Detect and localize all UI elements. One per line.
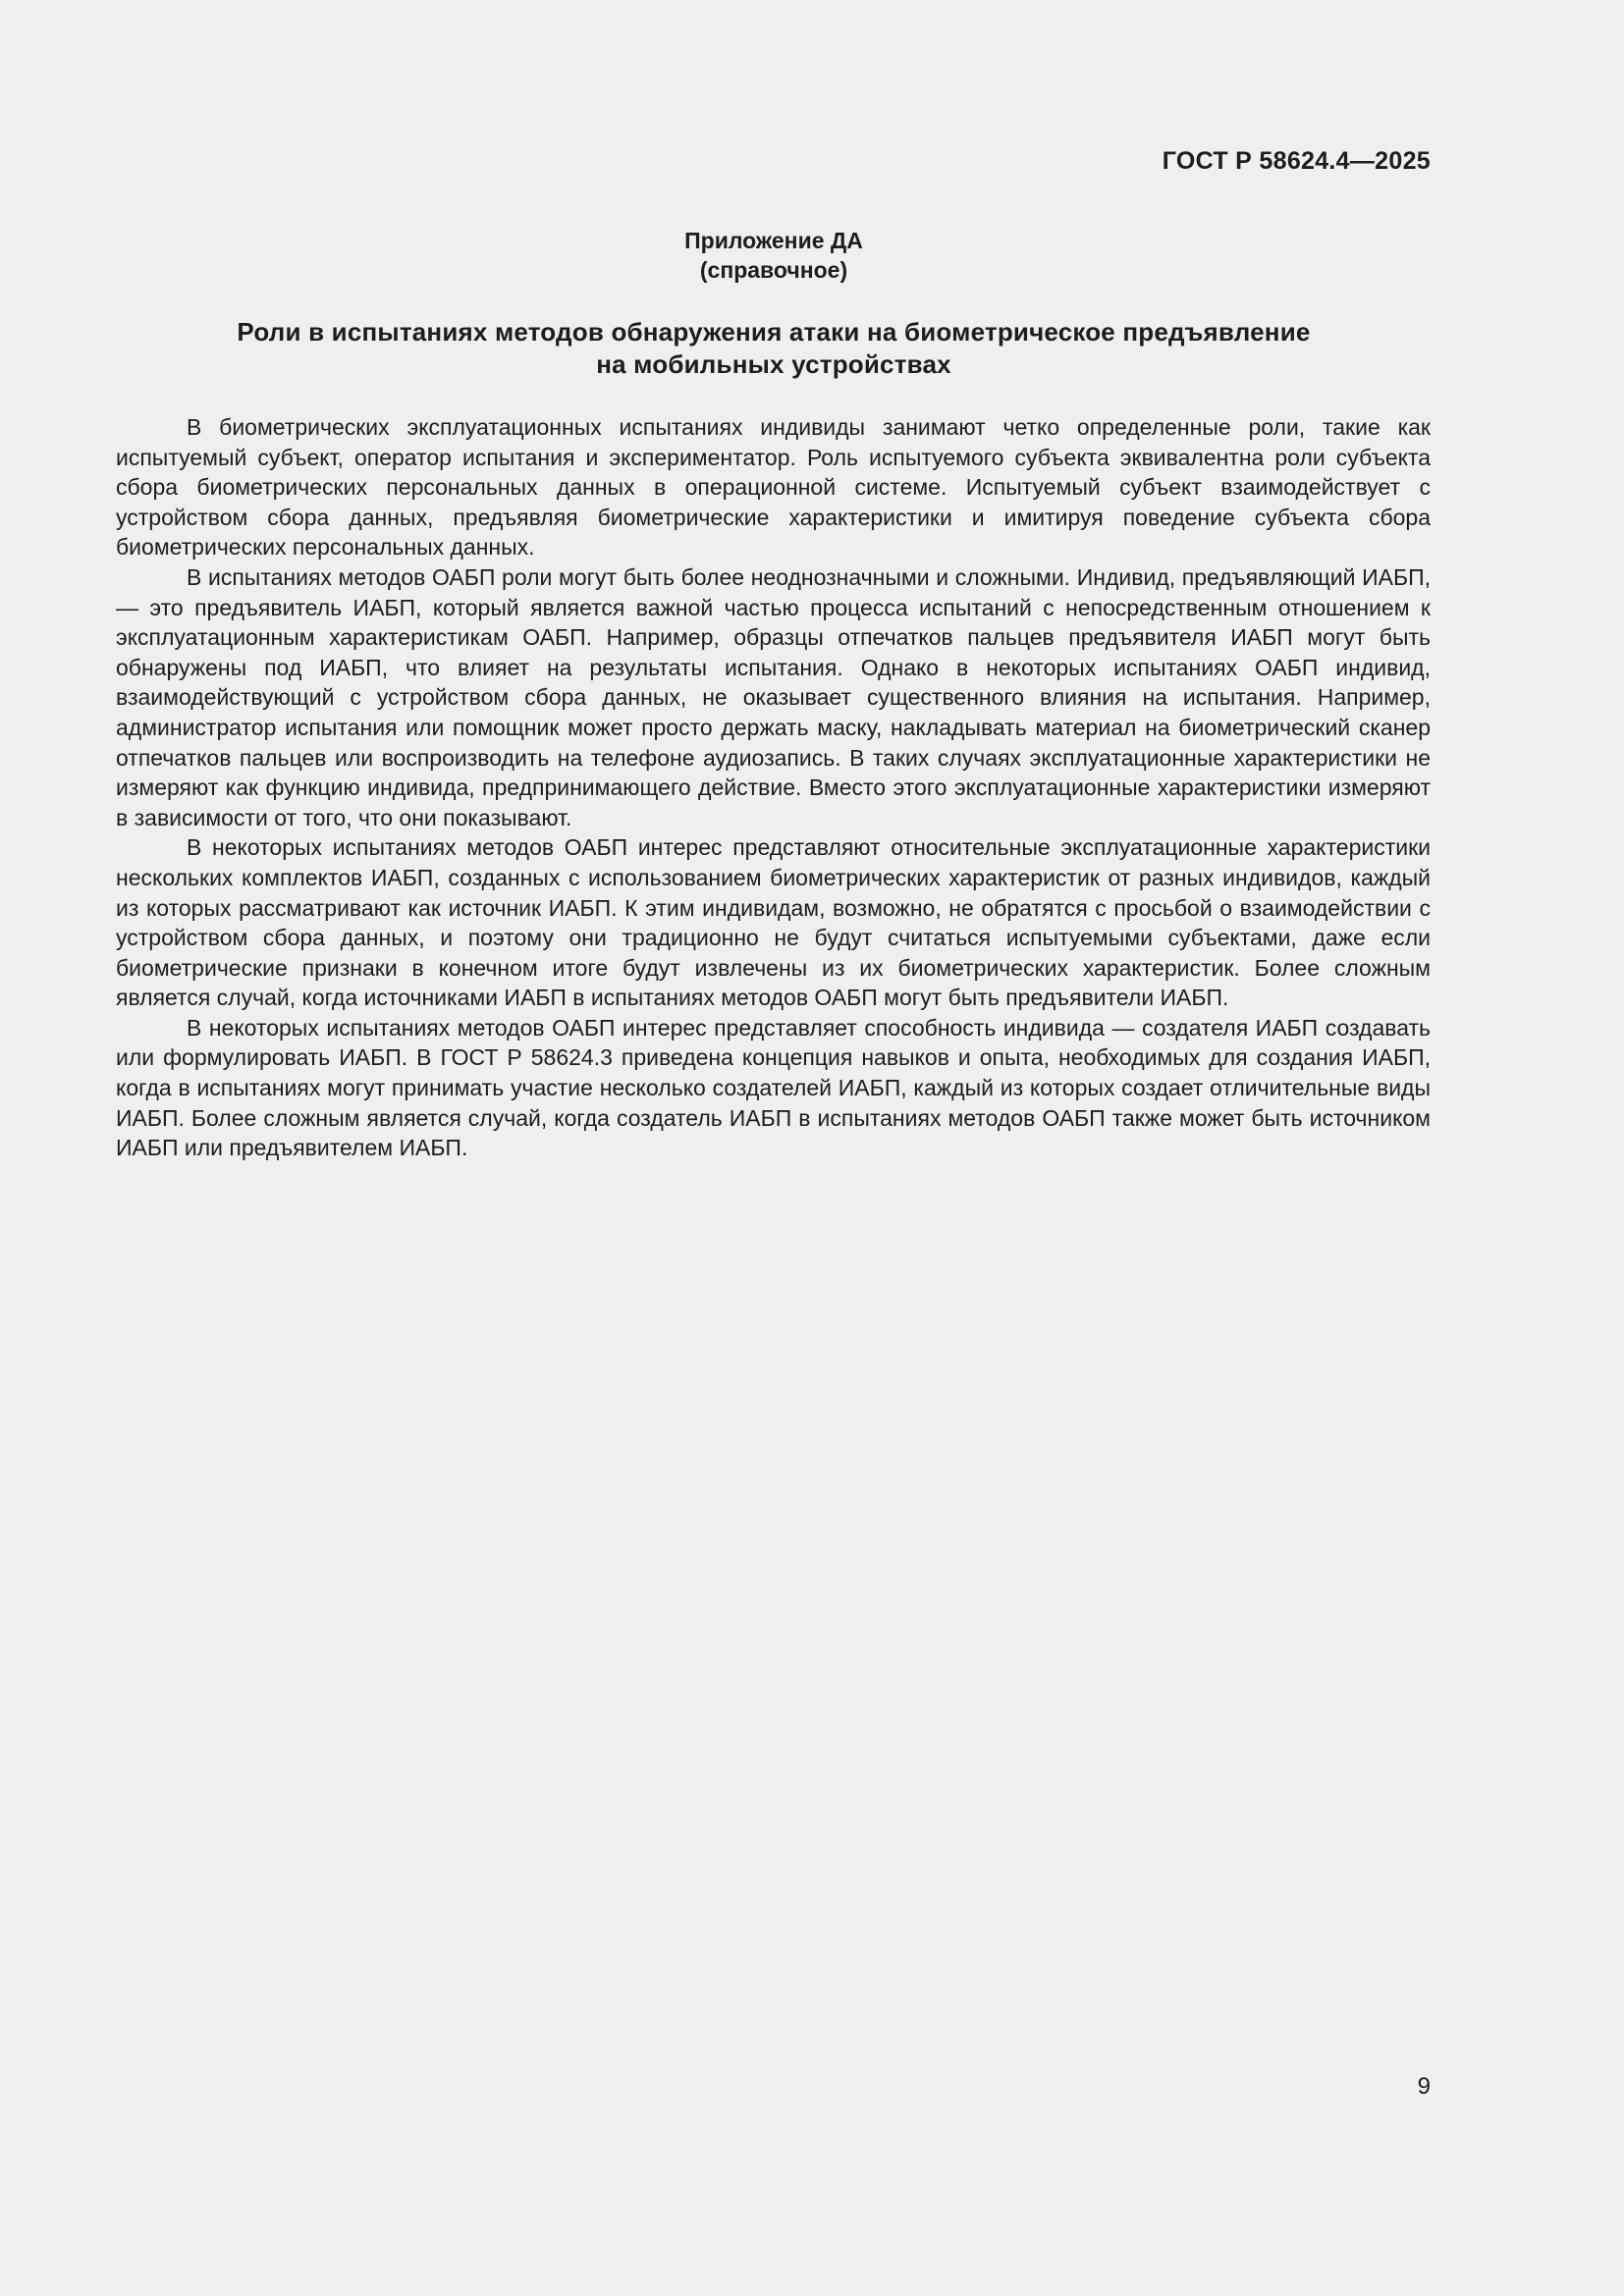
paragraph: В некоторых испытаниях методов ОАБП интерес представляют относительные эксплуатационные характеристики нескольких комплектов ИАБП, созданных с использованием биометрических характеристик от разных индивидов, каждый из которых рассматривают как источник ИАБП. К этим индивидам, возможно, не обратятся с просьбой о взаимодействии с устройством сбора данных, и поэтому они традиционно не будут считаться испытуемыми субъектами, даже если биометрические признаки в конечном итоге будут извлечены из их биометрических характеристик. Более сложным является случай, когда источниками ИАБП в испытаниях методов ОАБП могут быть предъявители ИАБП.: [116, 834, 1431, 1011]
annex-block: [116, 226, 1432, 285]
section-heading-line-1: Роли в испытаниях методов обнаружения атаки на биометрическое предъявление: [237, 317, 1311, 347]
section-heading-line-2: на мобильных устройствах: [596, 349, 951, 379]
paragraph: В биометрических эксплуатационных испытаниях индивиды занимают четко определенные роли, такие как испытуемый субъект, оператор испытания и экспериментатор. Роль испытуемого субъекта эквивалентна роли субъекта сбора биометрических персональных данных в операционной системе. Испытуемый субъект взаимодействует с устройством сбора данных, предъявляя биометрические характеристики и имитируя поведение субъекта сбора биометрических персональных данных.: [116, 414, 1431, 561]
paragraph: В некоторых испытаниях методов ОАБП интерес представляет способность индивида — создателя ИАБП создавать или формулировать ИАБП. В ГОСТ Р 58624.3 приведена концепция навыков и опыта, необходимых для создания ИАБП, когда в испытаниях могут принимать участие несколько создателей ИАБП, каждый из которых создает отличительные виды ИАБП. Более сложным является случай, когда создатель ИАБП в испытаниях методов ОАБП также может быть источником ИАБП или предъявителем ИАБП.: [116, 1014, 1431, 1161]
annex-type: (справочное): [699, 257, 848, 283]
page-number: 9: [1417, 2073, 1431, 2100]
document-code: ГОСТ Р 58624.4—2025: [1162, 147, 1431, 175]
annex-title: Приложение ДА: [684, 228, 863, 253]
paragraph: В испытаниях методов ОАБП роли могут быть более неоднозначными и сложными. Индивид, предъявляющий ИАБП, — это предъявитель ИАБП, который является важной частью процесса испытаний с непосредственным отношением к эксплуатационным характеристикам ОАБП. Например, образцы отпечатков пальцев предъявителя ИАБП могут быть обнаружены под ИАБП, что влияет на результаты испытания. Однако в некоторых испытаниях ОАБП индивид, взаимодействующий с устройством сбора данных, не оказывает существенного влияния на испытания. Например, администратор испытания или помощник может просто держать маску, накладывать материал на биометрический сканер отпечатков пальцев или воспроизводить на телефоне аудиозапись. В таких случаях эксплуатационные характеристики не измеряют как функцию индивида, предпринимающего действие. Вместо этого эксплуатационные характеристики измеряют в зависимости от того, что они показывают.: [116, 563, 1431, 830]
section-heading: [116, 316, 1432, 381]
body-text: [116, 412, 1431, 1163]
